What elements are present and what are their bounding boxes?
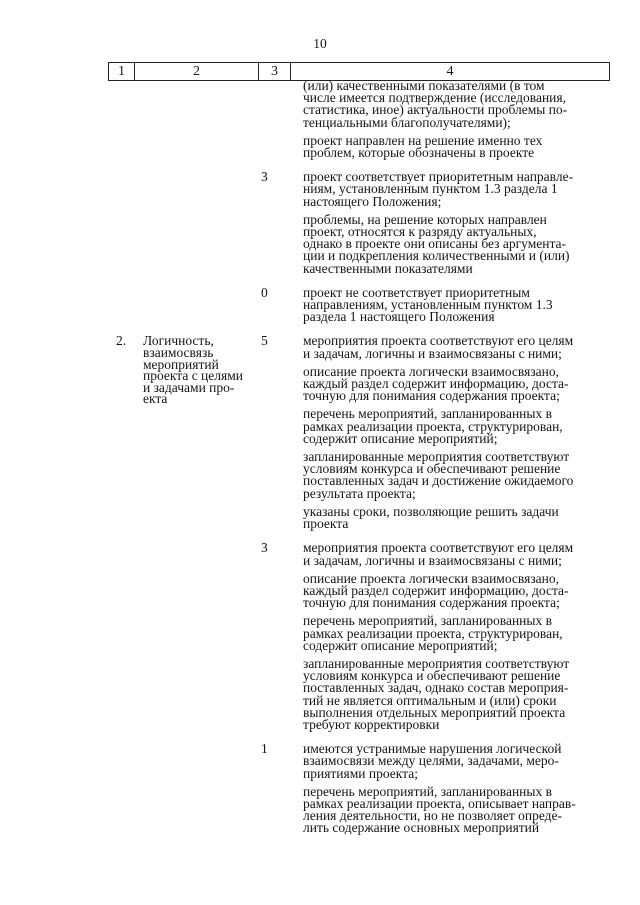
description-paragraph: проект не соответствует приоритетным направлениям, установленным пунктом 1.3 раздела 1 настоящего Положения xyxy=(303,284,553,325)
continuation-row xyxy=(108,78,610,161)
continuation-description xyxy=(290,78,610,161)
description-paragraph: описание проекта логически взаимосвязано, каждый раздел содержит информацию, доста- точную для понимания содержания проекта; xyxy=(303,570,569,611)
description-paragraph: (или) качественными показателями (в том числе имеется подтверждение (исследования, статистика, иное) актуальности проблемы по- тенциальными благополучателями); xyxy=(303,78,568,130)
header-col-2: 2 xyxy=(135,63,259,80)
score-value: 5 xyxy=(261,333,268,349)
page-number: 10 xyxy=(313,36,327,51)
criterion-title: Логичность, взаимосвязь мероприятий проекта с целями и задачами про- екта xyxy=(143,333,243,407)
description-paragraph: проект соответствует приоритетным направле- ниям, установленным пунктом 1.3 раздела 1 настоящего Положения; xyxy=(303,169,574,209)
criterion-number: 2. xyxy=(116,333,127,349)
description-paragraph: мероприятия проекта соответствуют его целям и задачам, логичны и взаимосвязаны с ними; xyxy=(303,540,574,568)
score-value: 3 xyxy=(261,169,268,185)
description-paragraph: перечень мероприятий, запланированных в рамках реализации проекта, описывает направ- ления деятельности, но не позволяет опреде- лить содержание основных мероприятий xyxy=(303,783,576,836)
score-value: 0 xyxy=(261,284,268,300)
description-paragraph: проект направлен на решение именно тех проблем, которые обозначены в проекте xyxy=(303,132,543,161)
description-paragraph: указаны сроки, позволяющие решить задачи проекта xyxy=(303,503,559,532)
description-paragraph: перечень мероприятий, запланированных в рамках реализации проекта, структурирован, содержит описание мероприятий; xyxy=(303,406,563,446)
criteria-table-body xyxy=(108,78,610,836)
score-row xyxy=(108,743,610,834)
description-paragraph: проблемы, на решение которых направлен проект, относятся к разряду актуальных, однако в проекте они описаны без аргумента- ции и подкрепления количественными и (или) качественными показателями xyxy=(303,211,570,276)
header-col-3: 3 xyxy=(259,63,291,80)
score-row xyxy=(108,284,610,325)
header-col-1: 1 xyxy=(109,63,135,80)
header-col-4: 4 xyxy=(446,64,454,79)
description-paragraph: описание проекта логически взаимосвязано, каждый раздел содержит информацию, доста- точную для понимания содержания проекта; xyxy=(303,363,569,404)
description-paragraph: мероприятия проекта соответствуют его целям и задачам, логичны и взаимосвязаны с ними; xyxy=(303,333,574,361)
description-paragraph: запланированные мероприятия соответствуют условиям конкурса и обеспечивают решение поставленных задач, однако состав мероприя- тий не является оптимальным и (или) сроки выполнения отдельных мероприятий проекта требуют корректировки xyxy=(303,655,570,732)
score-value: 3 xyxy=(261,540,268,556)
criterion-row xyxy=(108,335,610,530)
description-paragraph: имеются устранимые нарушения логической взаимосвязи между целями, задачами, меро- приятиями проекта; xyxy=(303,741,562,781)
description-paragraph: запланированные мероприятия соответствуют условиям конкурса и обеспечивают решение поставленных задач и достижение ожидаемого результата проекта; xyxy=(303,449,574,501)
description-paragraph: перечень мероприятий, запланированных в рамках реализации проекта, структурирован, содержит описание мероприятий; xyxy=(303,613,563,653)
score-row xyxy=(108,542,610,731)
score-value: 1 xyxy=(261,741,268,757)
score-row xyxy=(108,171,610,275)
